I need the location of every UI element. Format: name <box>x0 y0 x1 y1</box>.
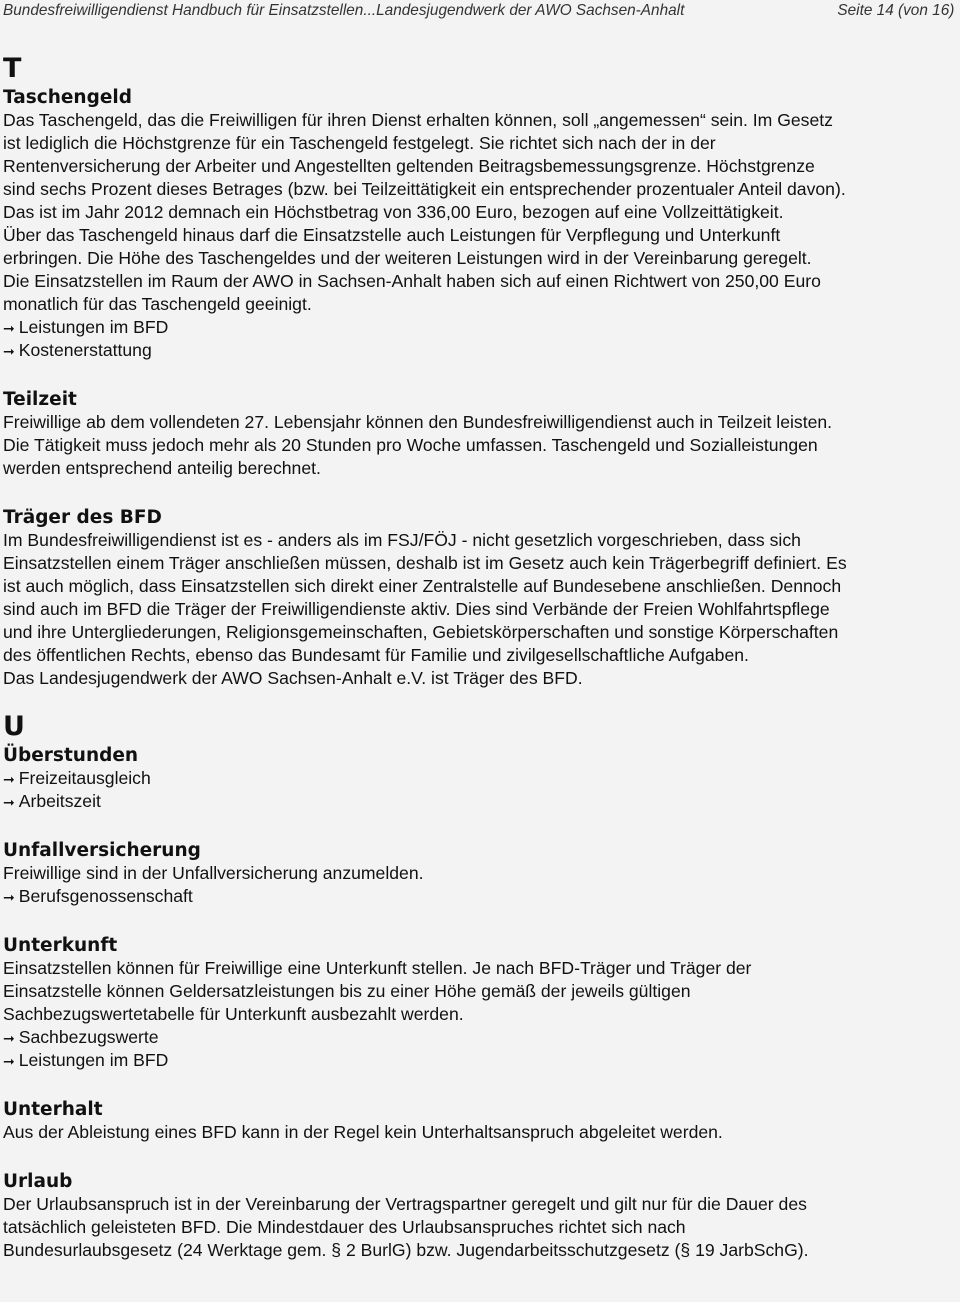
glossary-entry <box>3 744 960 813</box>
entry-text-line: erbringen. Die Höhe des Taschengeldes und der weiteren Leistungen wird in der Vereinbarung geregelt. <box>3 248 812 268</box>
entry-term: Träger des BFD <box>3 507 162 528</box>
document-title: Bundesfreiwilligendienst Handbuch für Einsatzstellen...Landesjugendwerk der AWO Sachsen-Anhalt <box>3 2 685 19</box>
arrow-right-icon: ➞ <box>3 795 15 811</box>
cross-reference-link[interactable] <box>3 790 960 813</box>
cross-reference-label: Arbeitszeit <box>18 791 101 811</box>
entry-text-line: Das Taschengeld, das die Freiwilligen für ihren Dienst erhalten können, soll „angemessen“ sein. Im Gesetz <box>3 110 833 130</box>
cross-reference-link[interactable] <box>3 1026 960 1049</box>
section-letter: T <box>3 53 22 84</box>
entry-text-line: Die Einsatzstellen im Raum der AWO in Sachsen-Anhalt haben sich auf einen Richtwert von 250,00 Euro <box>3 271 821 291</box>
entry-text-line: sind sechs Prozent dieses Betrages (bzw. bei Teilzeittätigkeit ein entsprechender prozentualer Anteil davon). <box>3 179 846 199</box>
entry-text-line: Einsatzstellen können für Freiwillige eine Unterkunft stellen. Je nach BFD-Träger und Träger der <box>3 958 752 978</box>
cross-reference-label: Leistungen im BFD <box>18 317 169 337</box>
cross-reference-link[interactable] <box>3 1049 960 1072</box>
glossary-entry <box>3 1098 960 1144</box>
entry-text-line: werden entsprechend anteilig berechnet. <box>3 458 321 478</box>
entry-text-line: Freiwillige ab dem vollendeten 27. Lebensjahr können den Bundesfreiwilligendienst auch in Teilzeit leisten. <box>3 412 833 432</box>
glossary-entry <box>3 506 960 690</box>
entry-term: Unterhalt <box>3 1099 103 1120</box>
entry-text-line: Bundesurlaubsgesetz (24 Werktage gem. § 2 BurlG) bzw. Jugendarbeitsschutzgesetz (§ 19 JarbSchG). <box>3 1240 809 1260</box>
entry-term: Unfallversicherung <box>3 840 201 861</box>
arrow-right-icon: ➞ <box>3 772 15 788</box>
entry-term: Teilzeit <box>3 389 77 410</box>
glossary-content <box>3 52 960 1262</box>
entry-text-line: monatlich für das Taschengeld geeinigt. <box>3 294 312 314</box>
entry-text-line: Die Tätigkeit muss jedoch mehr als 20 Stunden pro Woche umfassen. Taschengeld und Sozialleistungen <box>3 435 818 455</box>
cross-reference-label: Sachbezugswerte <box>18 1027 159 1047</box>
glossary-entry <box>3 388 960 480</box>
entry-text-line: Einsatzstelle können Geldersatzleistungen bis zu einer Höhe gemäß der jeweils gültigen <box>3 981 691 1001</box>
cross-reference-label: Berufsgenossenschaft <box>18 886 193 906</box>
glossary-entry <box>3 934 960 1072</box>
entry-text-line: ist lediglich die Höchstgrenze für ein Taschengeld festgelegt. Sie richtet sich nach der in der <box>3 133 716 153</box>
entry-text-line: sind auch im BFD die Träger der Freiwilligendienste aktiv. Dies sind Verbände der Freien Wohlfahrtspflege <box>3 599 830 619</box>
entry-term: Taschengeld <box>3 87 132 108</box>
cross-reference-link[interactable] <box>3 767 960 790</box>
arrow-right-icon: ➞ <box>3 1031 15 1047</box>
entry-text-line: tatsächlich geleisteten BFD. Die Mindestdauer des Urlaubsanspruches richtet sich nach <box>3 1217 686 1237</box>
cross-reference-label: Freizeitausgleich <box>18 768 151 788</box>
arrow-right-icon: ➞ <box>3 890 15 906</box>
entry-text-line: des öffentlichen Rechts, ebenso das Bundesamt für Familie und zivilgesellschaftliche Aufgaben. <box>3 645 749 665</box>
cross-reference-link[interactable] <box>3 316 960 339</box>
entry-text-line: Freiwillige sind in der Unfallversicherung anzumelden. <box>3 863 424 883</box>
arrow-right-icon: ➞ <box>3 344 15 360</box>
page-number: Seite 14 (von 16) <box>837 2 955 19</box>
entry-text-line: und ihre Untergliederungen, Religionsgemeinschaften, Gebietskörperschaften und sonstige Körperschaften <box>3 622 839 642</box>
entry-text-line: Rentenversicherung der Arbeiter und Angestellten geltenden Beitragsbemessungsgrenze. Höchstgrenze <box>3 156 815 176</box>
entry-text-line: Einsatzstellen einem Träger anschließen müssen, deshalb ist im Gesetz auch kein Trägerbegriff definiert. Es <box>3 553 847 573</box>
cross-reference-label: Kostenerstattung <box>18 340 152 360</box>
glossary-entry <box>3 839 960 908</box>
entry-text-line: Über das Taschengeld hinaus darf die Einsatzstelle auch Leistungen für Verpflegung und Unterkunft <box>3 225 781 245</box>
entry-text-line: Im Bundesfreiwilligendienst ist es - anders als im FSJ/FÖJ - nicht gesetzlich vorgeschrieben, dass sich <box>3 530 801 550</box>
entry-text-line: Aus der Ableistung eines BFD kann in der Regel kein Unterhaltsanspruch abgeleitet werden. <box>3 1122 723 1142</box>
entry-text-line: Der Urlaubsanspruch ist in der Vereinbarung der Vertragspartner geregelt und gilt nur für die Dauer des <box>3 1194 807 1214</box>
arrow-right-icon: ➞ <box>3 1054 15 1070</box>
arrow-right-icon: ➞ <box>3 321 15 337</box>
glossary-entry <box>3 1170 960 1262</box>
cross-reference-link[interactable] <box>3 339 960 362</box>
section-letter: U <box>3 711 25 742</box>
entry-term: Urlaub <box>3 1171 73 1192</box>
glossary-entry <box>3 86 960 362</box>
entry-text-line: Sachbezugswertetabelle für Unterkunft ausbezahlt werden. <box>3 1004 464 1024</box>
entry-term: Unterkunft <box>3 935 118 956</box>
entry-text-line: ist auch möglich, dass Einsatzstellen sich direkt einer Zentralstelle auf Bundesebene anschließen. Dennoch <box>3 576 842 596</box>
page-header <box>3 0 955 22</box>
entry-text-line: Das Landesjugendwerk der AWO Sachsen-Anhalt e.V. ist Träger des BFD. <box>3 668 583 688</box>
cross-reference-link[interactable] <box>3 885 960 908</box>
entry-text-line: Das ist im Jahr 2012 demnach ein Höchstbetrag von 336,00 Euro, bezogen auf eine Vollzeittätigkeit. <box>3 202 784 222</box>
cross-reference-label: Leistungen im BFD <box>18 1050 169 1070</box>
entry-term: Überstunden <box>3 745 139 766</box>
